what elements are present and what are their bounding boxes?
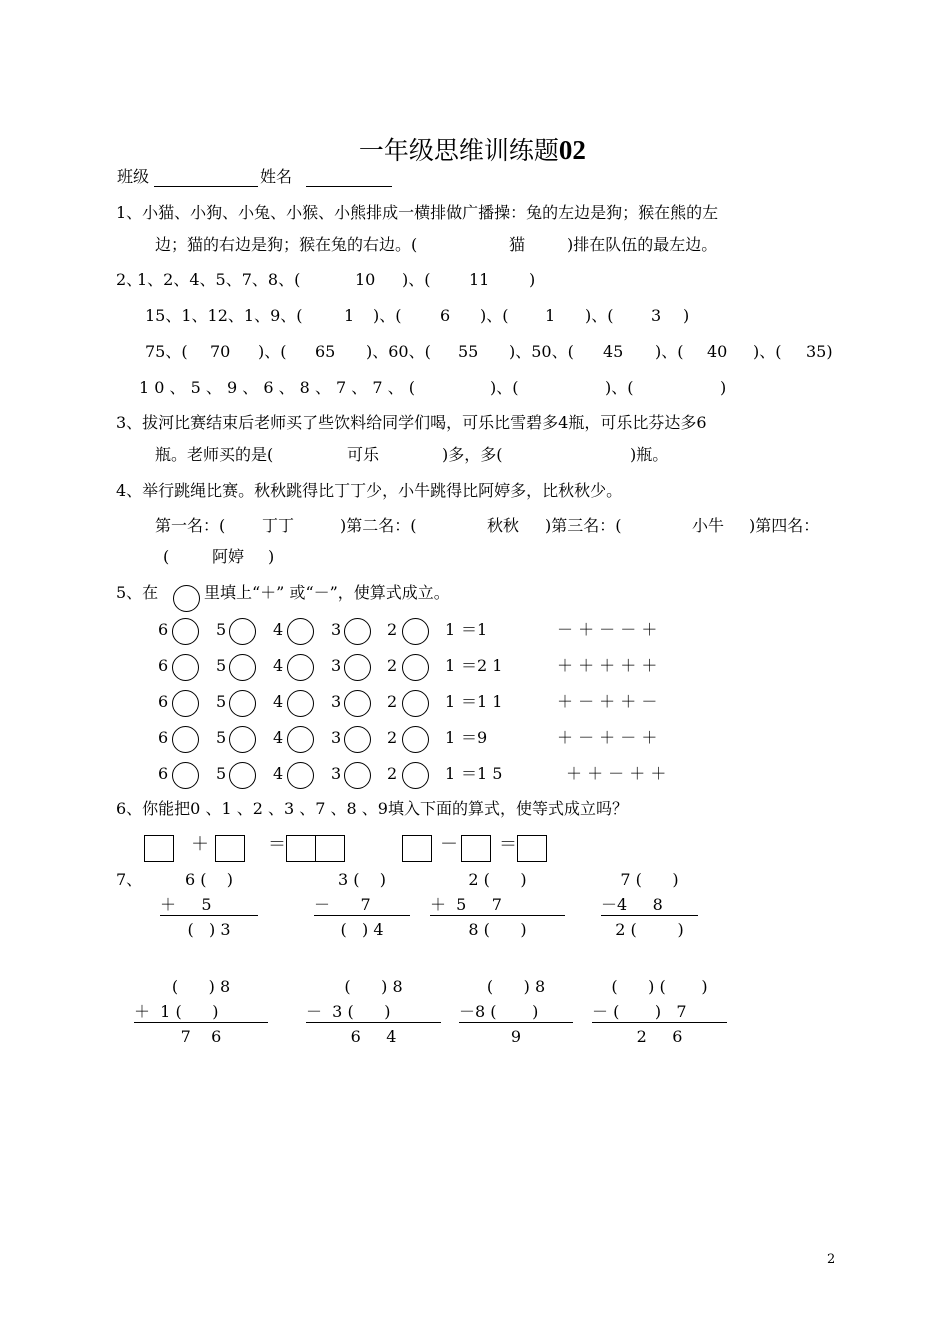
q7-result-line: 7 6 <box>180 1027 222 1046</box>
q7-operand-line: － 3 ( ) <box>306 1002 391 1021</box>
q5-digit: 3 <box>331 728 342 747</box>
q2-row2-seg7: )、( <box>585 306 614 325</box>
q7-top-line: 3 ( ) <box>337 870 387 889</box>
q6-equals-sign-2: ＝ <box>499 834 517 855</box>
q5-intro-b: 里填上“＋” 或“－”，使算式成立。 <box>204 583 450 602</box>
q5-digit: 6 <box>158 656 169 675</box>
q6-box-6[interactable] <box>461 835 491 862</box>
q6-box-2[interactable] <box>215 835 245 862</box>
q5-digit: 5 <box>216 620 227 639</box>
q2-row2-seg6: 1 <box>545 306 556 325</box>
q5-result: ＝1 <box>461 620 488 639</box>
q4-line2-seg6: 小牛 <box>692 516 725 535</box>
page-number: 2 <box>827 1252 836 1267</box>
q6-plus-sign: ＋ <box>191 834 209 855</box>
q6-equals-sign-1: ＝ <box>268 834 286 855</box>
q5-result: ＝1 5 <box>461 764 503 783</box>
q7-top-line: ( ) 8 <box>344 977 403 996</box>
q5-digit: 4 <box>273 764 284 783</box>
q7-top-line: 6 ( ) <box>184 870 234 889</box>
q6-box-1[interactable] <box>144 835 174 862</box>
q2-row3-seg6: 55 <box>458 342 479 361</box>
q7-answer-rule <box>306 1022 441 1023</box>
q5-answer: ＋ ＋ ＋ ＋ ＋ <box>557 656 658 675</box>
q5-digit: 2 <box>387 692 398 711</box>
q5-digit: 5 <box>216 656 227 675</box>
q5-operator-circle[interactable] <box>402 618 429 645</box>
q5-digit: 1 <box>445 764 456 783</box>
q7-result-line: 2 ( ) <box>615 920 684 939</box>
q2-row3-seg8: 45 <box>603 342 624 361</box>
q5-operator-circle[interactable] <box>344 690 371 717</box>
q5-intro-circle <box>173 585 200 612</box>
q5-digit: 1 <box>445 656 456 675</box>
q2-row1-seg1: 1、2、4、5、7、8、( <box>137 270 301 289</box>
q1-line2a: 边；猫的右边是狗；猴在兔的右边。( <box>155 235 418 254</box>
q7-result-line: 8 ( ) <box>468 920 527 939</box>
q5-digit: 3 <box>331 620 342 639</box>
q5-operator-circle[interactable] <box>172 618 199 645</box>
q5-digit: 1 <box>445 620 456 639</box>
q5-digit: 5 <box>216 728 227 747</box>
q2-row2-seg9: ) <box>683 306 690 325</box>
q5-operator-circle[interactable] <box>172 654 199 681</box>
q4-line3-seg2: 阿婷 <box>212 547 245 566</box>
q7-operand-line: ＋ 5 7 <box>430 895 502 914</box>
q5-digit: 4 <box>273 656 284 675</box>
q5-operator-circle[interactable] <box>229 690 256 717</box>
name-label: 姓名 <box>260 167 293 186</box>
q2-row1-seg5: ) <box>529 270 536 289</box>
q6-text: 6、你能把0 、1 、2 、3 、7 、8 、9填入下面的算式，使等式成立吗？ <box>116 799 628 818</box>
q7-operand-line: － ( ) 7 <box>592 1002 687 1021</box>
q5-digit: 4 <box>273 728 284 747</box>
q5-digit: 1 <box>445 728 456 747</box>
q3-line2-seg3: )多，多( <box>442 445 503 464</box>
q5-operator-circle[interactable] <box>287 726 314 753</box>
q2-row3-seg10: 40 <box>707 342 728 361</box>
q5-result: ＝9 <box>461 728 488 747</box>
q7-top-line: 7 ( ) <box>620 870 679 889</box>
q5-operator-circle[interactable] <box>229 726 256 753</box>
q4-line1: 4、举行跳绳比赛。秋秋跳得比丁丁少，小牛跳得比阿婷多，比秋秋少。 <box>116 481 623 500</box>
q2-row4-seg1: 1 0 、 5 、 9 、 6 、 8 、 7 、 7 、 ( <box>139 378 415 397</box>
q6-box-3[interactable] <box>286 835 316 862</box>
q5-operator-circle[interactable] <box>402 726 429 753</box>
q5-operator-circle[interactable] <box>229 618 256 645</box>
q5-digit: 3 <box>331 692 342 711</box>
q4-line2-seg2: 丁丁 <box>262 516 295 535</box>
q7-operand-line: －4 8 <box>601 895 663 914</box>
q2-row2-seg3: )、( <box>373 306 402 325</box>
q5-operator-circle[interactable] <box>287 690 314 717</box>
q2-row4-seg3: )、( <box>605 378 634 397</box>
q2-row3-seg11: )、( <box>753 342 782 361</box>
q7-operand-line: ＋ 5 <box>160 895 212 914</box>
q2-row1-seg2: 10 <box>355 270 376 289</box>
q5-digit: 2 <box>387 656 398 675</box>
q5-operator-circle[interactable] <box>229 762 256 789</box>
q7-answer-rule <box>601 915 698 916</box>
q2-row3-seg1: 75、( <box>145 342 188 361</box>
q5-operator-circle[interactable] <box>287 654 314 681</box>
q5-digit: 6 <box>158 620 169 639</box>
q2-row3-seg3: )、( <box>258 342 287 361</box>
q4-line2-seg7: )第四名： <box>749 516 820 535</box>
q7-top-line: ( ) 8 <box>486 977 546 996</box>
q5-intro-a: 5、在 <box>116 583 159 602</box>
q2-row3-seg7: )、50、( <box>509 342 574 361</box>
q7-answer-rule <box>134 1022 268 1023</box>
q1-line2b: )排在队伍的最左边。 <box>567 235 718 254</box>
q2-row2-seg1: 15、1、12、1、9、( <box>145 306 303 325</box>
q5-answer: ＋ ＋ － ＋ ＋ <box>566 764 667 783</box>
q5-answer: ＋ － ＋ － ＋ <box>557 728 658 747</box>
q5-answer: ＋ － ＋ ＋ － <box>557 692 658 711</box>
q5-digit: 6 <box>158 728 169 747</box>
q5-digit: 3 <box>331 764 342 783</box>
q4-line2-seg1: 第一名：( <box>155 516 226 535</box>
page-title <box>343 112 586 164</box>
q7-operand-line: ＋ 1 ( ) <box>134 1002 219 1021</box>
q7-answer-rule <box>160 915 258 916</box>
q2-row2-seg4: 6 <box>440 306 451 325</box>
q6-box-5[interactable] <box>402 835 432 862</box>
q2-row1-seg4: 11 <box>469 270 490 289</box>
q2-row3-seg12: 35) <box>806 342 833 361</box>
q2-row4-seg4: ) <box>720 378 727 397</box>
class-label: 班级 <box>117 167 150 186</box>
q7-result-line: ( ) 3 <box>187 920 231 939</box>
q2-row3-seg5: )、60、( <box>366 342 431 361</box>
q7-result-line: 6 4 <box>350 1027 397 1046</box>
q4-line3-seg3: ) <box>268 547 275 566</box>
q4-line2-seg3: )第二名：( <box>340 516 417 535</box>
q5-operator-circle[interactable] <box>344 726 371 753</box>
q7-result-line: 2 6 <box>636 1027 683 1046</box>
q5-operator-circle[interactable] <box>402 654 429 681</box>
q5-operator-circle[interactable] <box>344 654 371 681</box>
q7-result-line: 9 <box>510 1027 522 1046</box>
q3-line2-seg1: 瓶。老师买的是( <box>155 445 274 464</box>
q7-result-line: ( ) 4 <box>340 920 384 939</box>
q5-operator-circle[interactable] <box>344 762 371 789</box>
q5-digit: 4 <box>273 620 284 639</box>
q2-row3-seg2: 70 <box>210 342 231 361</box>
q5-digit: 6 <box>158 692 169 711</box>
q2-row2-seg8: 3 <box>651 306 662 325</box>
q5-operator-circle[interactable] <box>172 690 199 717</box>
q5-digit: 2 <box>387 728 398 747</box>
q7-top-line: ( ) 8 <box>171 977 231 996</box>
q6-box-4[interactable] <box>315 835 345 862</box>
q5-digit: 6 <box>158 764 169 783</box>
q7-answer-rule <box>459 1022 573 1023</box>
title-text: 一年级思维训练题 <box>358 136 559 165</box>
q7-number: 7、 <box>116 870 143 889</box>
name-blank[interactable] <box>306 186 392 187</box>
q2-row3-seg4: 65 <box>315 342 336 361</box>
q5-digit: 5 <box>216 692 227 711</box>
q7-answer-rule <box>592 1022 727 1023</box>
title-number: 02 <box>558 135 586 165</box>
q2-row2-seg5: )、( <box>480 306 509 325</box>
q7-top-line: ( ) ( ) <box>611 977 708 996</box>
q2-row3-seg9: )、( <box>655 342 684 361</box>
q4-line3-seg1: ( <box>163 547 170 566</box>
q2-row2-seg2: 1 <box>344 306 355 325</box>
q5-operator-circle[interactable] <box>402 762 429 789</box>
q5-operator-circle[interactable] <box>172 762 199 789</box>
q5-result: ＝1 1 <box>461 692 503 711</box>
q1-line1: 1、小猫、小狗、小兔、小猴、小熊排成一横排做广播操：兔的左边是狗；猴在熊的左 <box>116 203 719 222</box>
q5-result: ＝2 1 <box>461 656 503 675</box>
q6-box-7[interactable] <box>517 835 547 862</box>
q5-operator-circle[interactable] <box>402 690 429 717</box>
q2-row4-seg2: )、( <box>490 378 519 397</box>
q3-line2-seg4: )瓶。 <box>630 445 669 464</box>
q6-minus-sign: － <box>440 834 458 855</box>
q5-operator-circle[interactable] <box>287 618 314 645</box>
q4-line2-seg4: 秋秋 <box>487 516 520 535</box>
q5-digit: 1 <box>445 692 456 711</box>
q5-operator-circle[interactable] <box>229 654 256 681</box>
q5-digit: 2 <box>387 620 398 639</box>
q3-line1: 3、拔河比赛结束后老师买了些饮料给同学们喝，可乐比雪碧多4瓶，可乐比芬达多6 <box>116 413 707 432</box>
q5-answer: － ＋ － － ＋ <box>557 620 658 639</box>
q7-top-line: 2 ( ) <box>468 870 527 889</box>
q2-row1-seg3: )、( <box>402 270 431 289</box>
q5-operator-circle[interactable] <box>344 618 371 645</box>
q5-operator-circle[interactable] <box>172 726 199 753</box>
q5-operator-circle[interactable] <box>287 762 314 789</box>
q2-number: 2、 <box>116 270 143 289</box>
q1-answer: 猫 <box>509 235 526 254</box>
q5-digit: 3 <box>331 656 342 675</box>
q5-digit: 2 <box>387 764 398 783</box>
q7-answer-rule <box>314 915 410 916</box>
q7-operand-line: －8 ( ) <box>459 1002 539 1021</box>
q4-line2-seg5: )第三名：( <box>545 516 622 535</box>
q5-digit: 5 <box>216 764 227 783</box>
q7-answer-rule <box>430 915 565 916</box>
q7-operand-line: － 7 <box>314 895 371 914</box>
class-blank[interactable] <box>154 186 258 187</box>
q5-digit: 4 <box>273 692 284 711</box>
q3-line2-seg2: 可乐 <box>347 445 380 464</box>
